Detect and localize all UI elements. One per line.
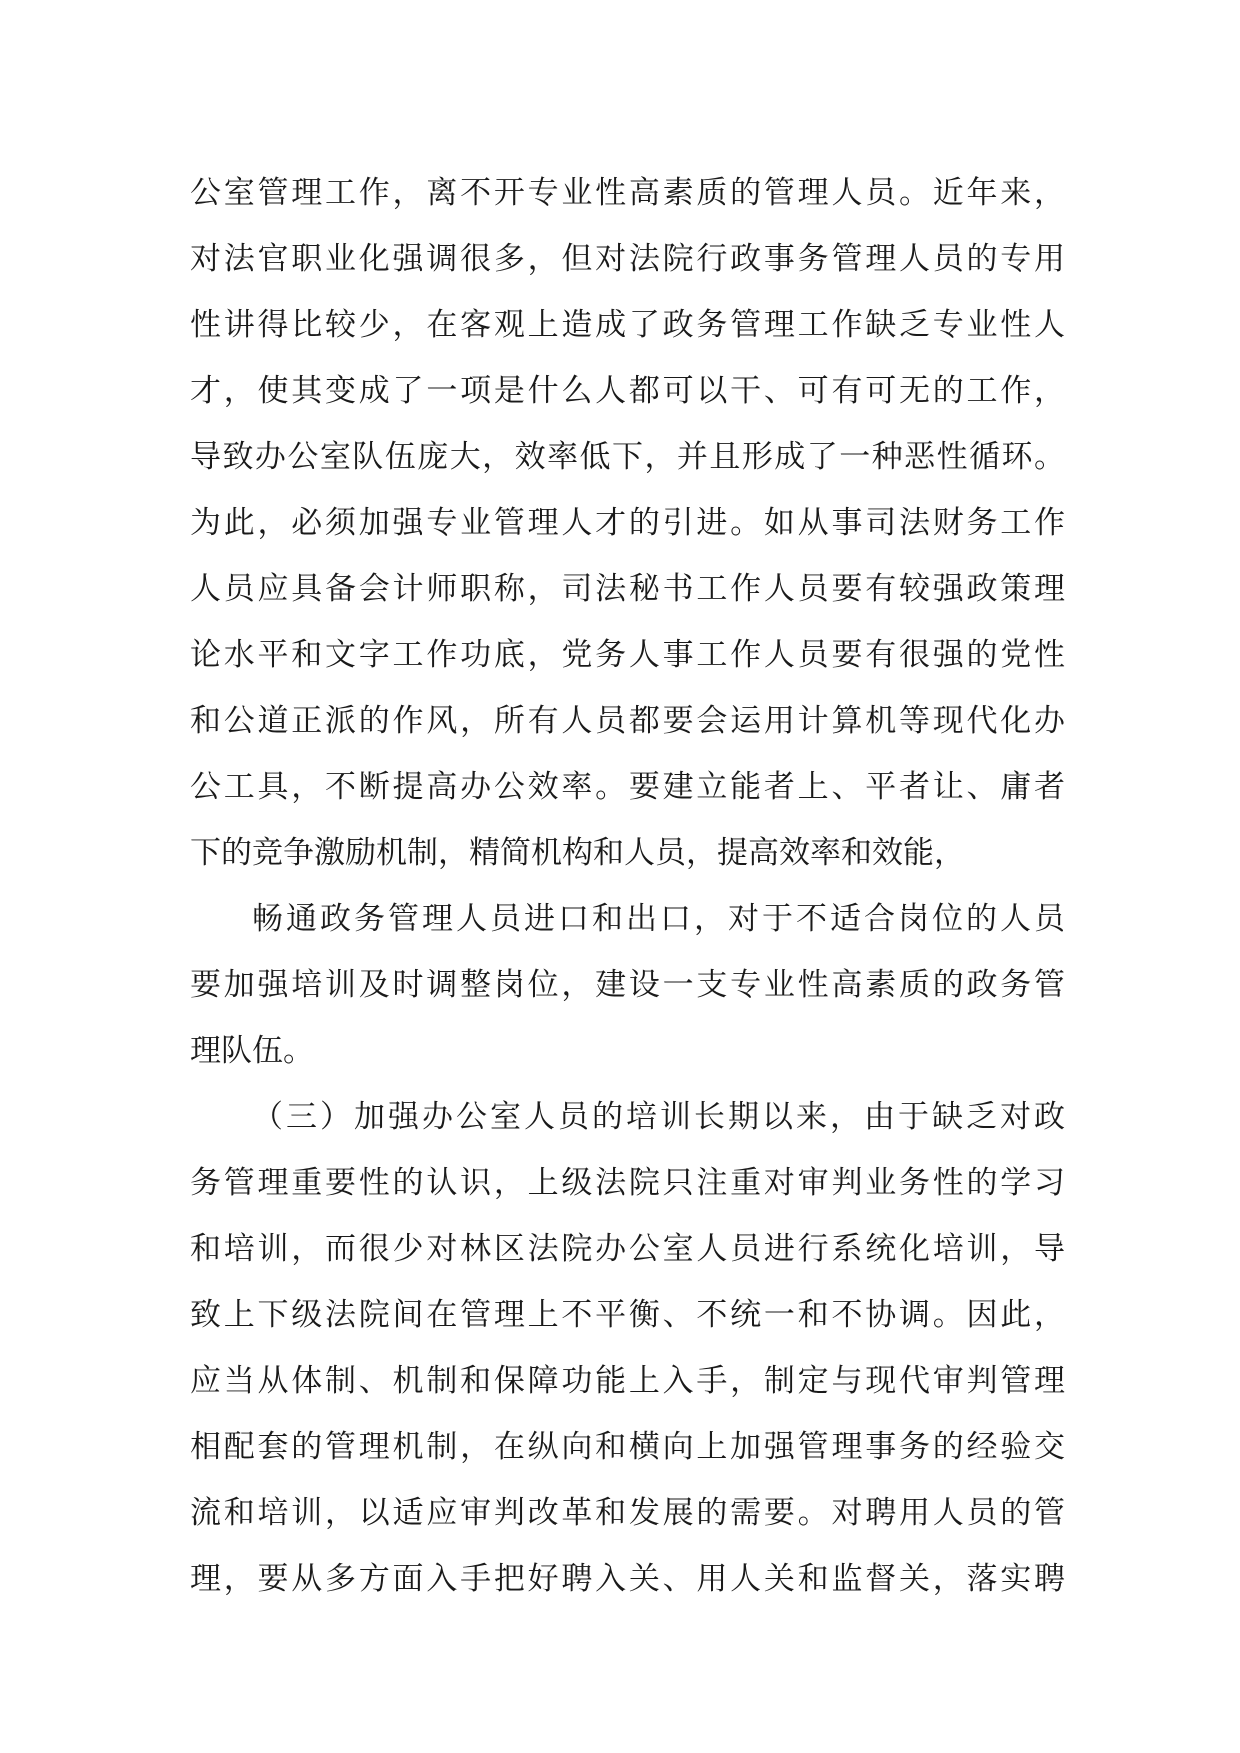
text-line: 下的竞争激励机制，精简机构和人员，提高效率和效能， [190, 835, 965, 871]
text-line: 致上下级法院间在管理上不平衡、不统一和不协调。因此， [190, 1297, 1065, 1333]
text-line: 务管理重要性的认识，上级法院只注重对审判业务性的学习 [190, 1165, 1065, 1201]
text-line: 对法官职业化强调很多，但对法院行政事务管理人员的专用 [190, 241, 1065, 277]
paragraph-2 [190, 886, 1065, 1084]
text-line: 性讲得比较少，在客观上造成了政务管理工作缺乏专业性人 [190, 307, 1065, 343]
text-line: 理，要从多方面入手把好聘入关、用人关和监督关，落实聘 [190, 1561, 1065, 1597]
text-line: 理队伍。 [190, 1033, 314, 1069]
text-line: 和公道正派的作风，所有人员都要会运用计算机等现代化办 [190, 703, 1065, 739]
text-line: 流和培训，以适应审判改革和发展的需要。对聘用人员的管 [190, 1495, 1065, 1531]
text-line: 相配套的管理机制，在纵向和横向上加强管理事务的经验交 [190, 1429, 1065, 1465]
text-line: 畅通政务管理人员进口和出口，对于不适合岗位的人员 [252, 901, 1065, 937]
text-line: 导致办公室队伍庞大，效率低下，并且形成了一种恶性循环。 [190, 439, 1065, 475]
text-line: 为此，必须加强专业管理人才的引进。如从事司法财务工作 [190, 505, 1065, 541]
text-line: 公工具，不断提高办公效率。要建立能者上、平者让、庸者 [190, 769, 1065, 805]
paragraph-1 [190, 160, 1065, 886]
text-line: 和培训，而很少对林区法院办公室人员进行系统化培训，导 [190, 1231, 1065, 1267]
text-line: 人员应具备会计师职称，司法秘书工作人员要有较强政策理 [190, 571, 1065, 607]
text-line: 应当从体制、机制和保障功能上入手，制定与现代审判管理 [190, 1363, 1065, 1399]
text-line: 公室管理工作，离不开专业性高素质的管理人员。近年来， [190, 175, 1065, 211]
text-line: 才，使其变成了一项是什么人都可以干、可有可无的工作， [190, 373, 1065, 409]
text-line: 论水平和文字工作功底，党务人事工作人员要有很强的党性 [190, 637, 1065, 673]
paragraph-3 [190, 1084, 1065, 1612]
text-line: （三）加强办公室人员的培训长期以来，由于缺乏对政 [252, 1099, 1065, 1135]
body-text [190, 160, 1065, 1612]
text-line: 要加强培训及时调整岗位，建设一支专业性高素质的政务管 [190, 967, 1065, 1003]
